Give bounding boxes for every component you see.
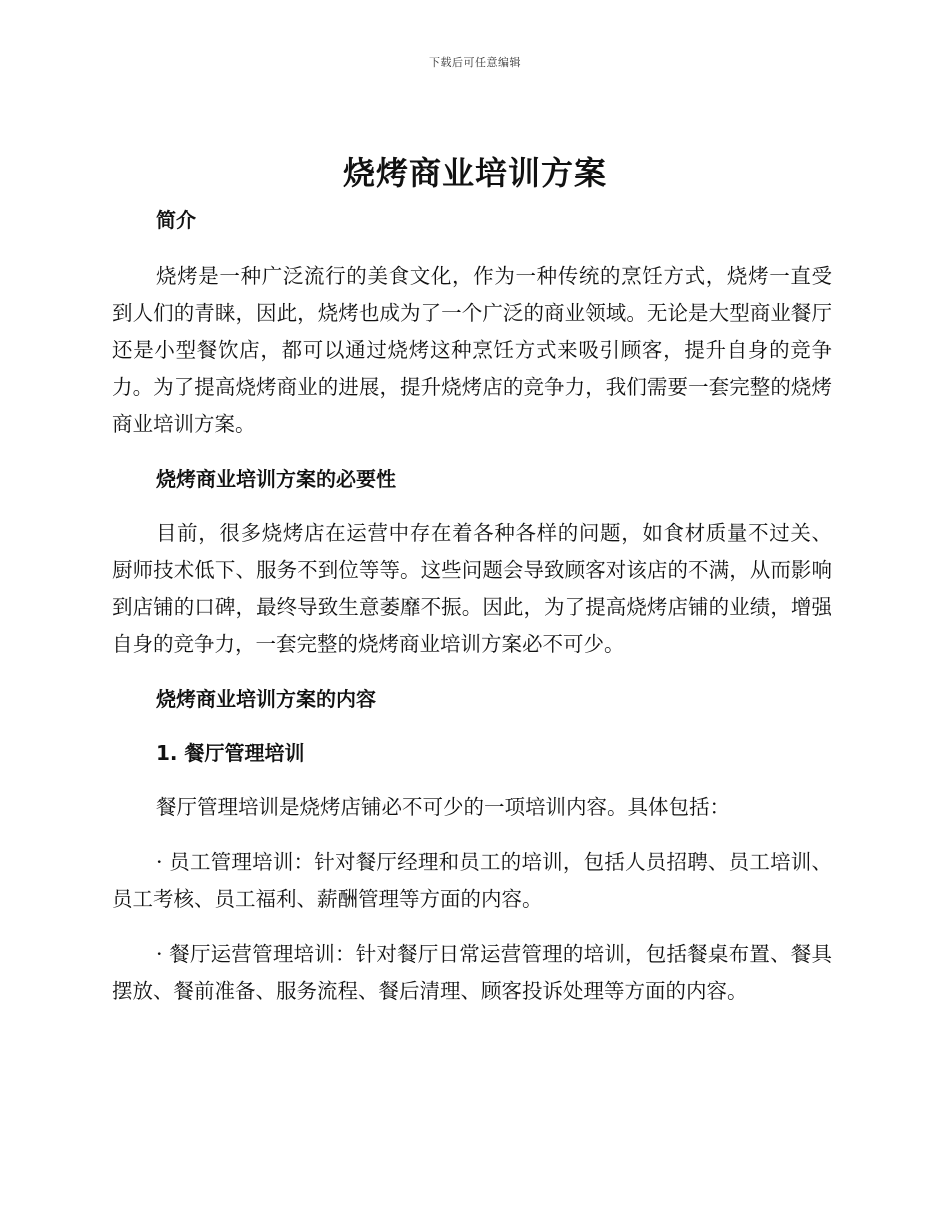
section-heading-intro: 简介 <box>156 208 196 232</box>
section-heading-content: 烧烤商业培训方案的内容 <box>156 687 376 711</box>
section-heading-necessity: 烧烤商业培训方案的必要性 <box>156 467 396 491</box>
subsection-heading-restaurant-management: 1. 餐厅管理培训 <box>156 741 305 765</box>
document-body <box>112 202 832 1010</box>
bullet-staff-management: · 员工管理培训：针对餐厅经理和员工的培训，包括人员招聘、员工培训、员工考核、员工福利、薪酬管理等方面的内容。 <box>112 850 832 911</box>
header-note: 下载后可任意编辑 <box>429 56 521 69</box>
paragraph-restaurant-management-intro: 餐厅管理培训是烧烤店铺必不可少的一项培训内容。具体包括： <box>156 795 730 819</box>
paragraph-intro: 烧烤是一种广泛流行的美食文化，作为一种传统的烹饪方式，烧烤一直受到人们的青睐，因此，烧烤也成为了一个广泛的商业领域。无论是大型商业餐厅还是小型餐饮店，都可以通过烧烤这种烹饪方式来吸引顾客，提升自身的竞争力。为了提高烧烤商业的进展，提升烧烤店的竞争力，我们需要一套完整的烧烤商业培训方案。 <box>112 264 832 436</box>
bullet-operations-management: · 餐厅运营管理培训：针对餐厅日常运营管理的培训，包括餐桌布置、餐具摆放、餐前准备、服务流程、餐后清理、顾客投诉处理等方面的内容。 <box>112 942 832 1003</box>
paragraph-necessity: 目前，很多烧烤店在运营中存在着各种各样的问题，如食材质量不过关、厨师技术低下、服务不到位等等。这些问题会导致顾客对该店的不满，从而影响到店铺的口碑，最终导致生意萎靡不振。因此，为了提高烧烤店铺的业绩，增强自身的竞争力，一套完整的烧烤商业培训方案必不可少。 <box>112 521 832 656</box>
document-title: 烧烤商业培训方案 <box>342 154 607 192</box>
